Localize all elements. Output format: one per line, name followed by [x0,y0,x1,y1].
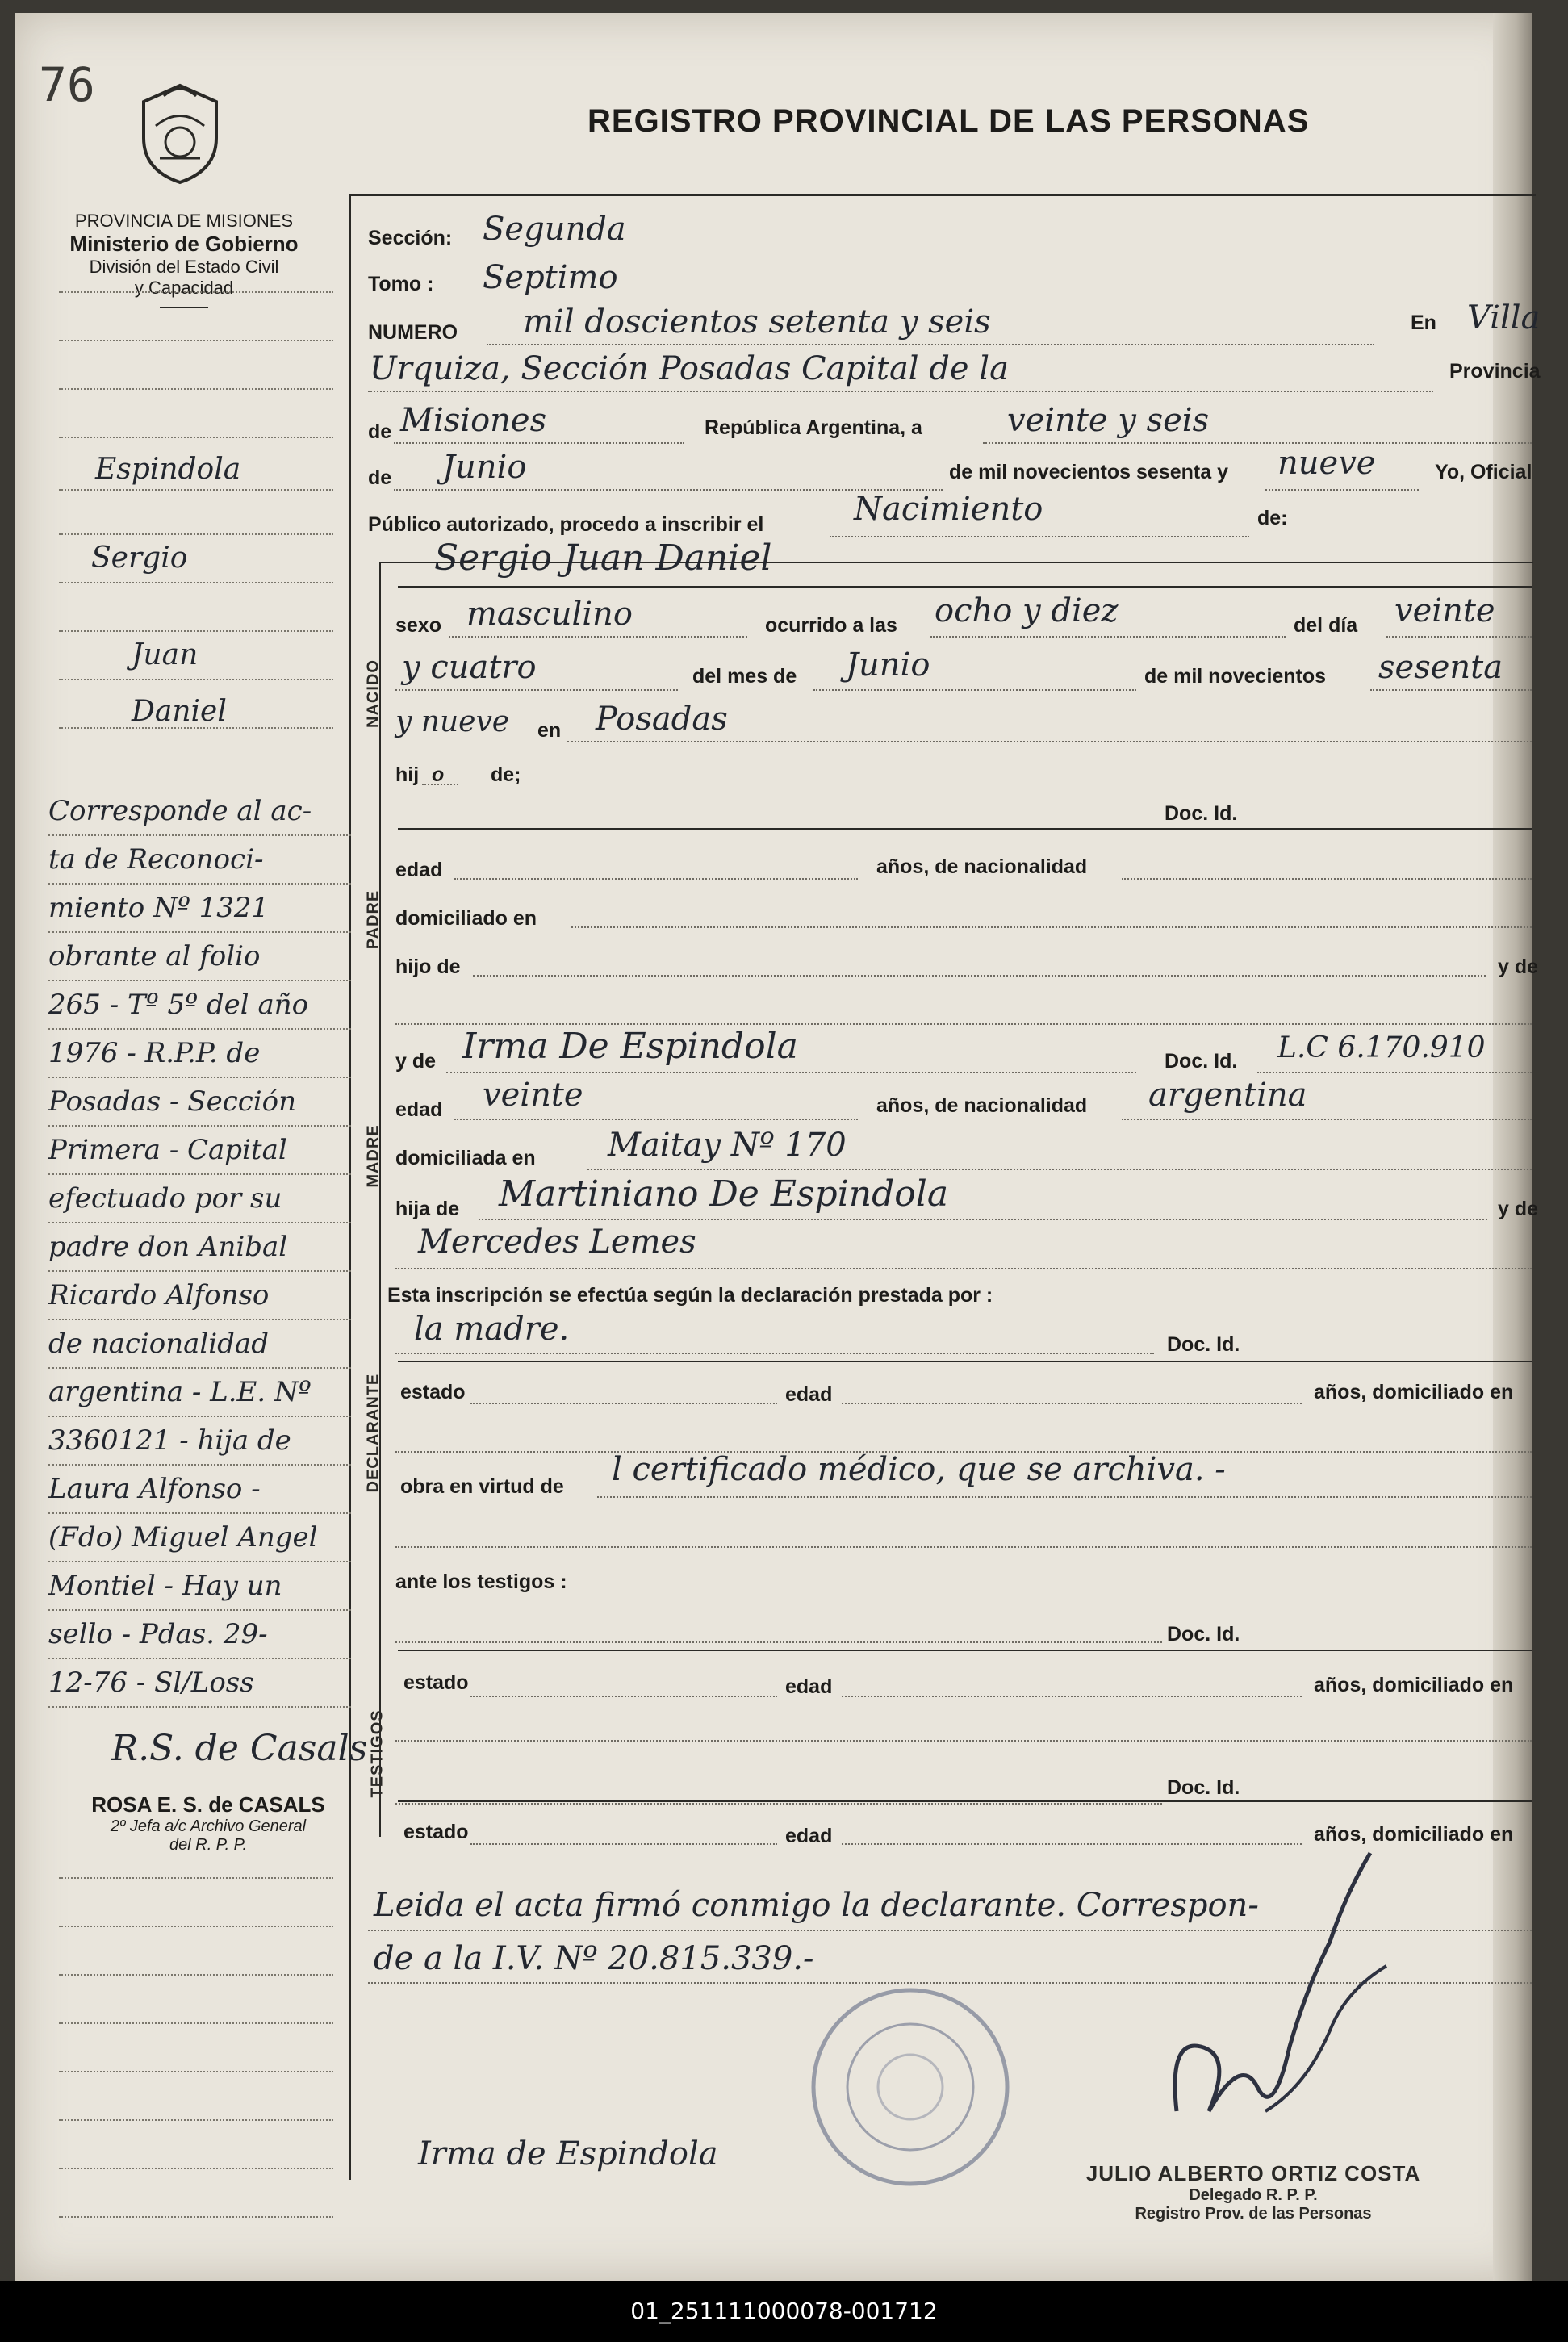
provincia-value: Misiones [400,402,547,439]
madre-y-de-label: y de [395,1050,437,1073]
section-rule [379,562,381,1837]
margin-annotation-line: efectuado por su [48,1175,351,1223]
testigo-2-domicilio-label: años, domiciliado en [1314,1823,1514,1846]
margin-annotation-line: (Fdo) Miguel Angel [48,1514,351,1562]
margin-annotation-line: ta de Reconoci- [48,836,351,885]
divider [160,307,208,308]
fecha-anio-value: nueve [1277,445,1376,482]
closing-line-1: Leida el acta firmó conmigo la declarante. Correspon- [374,1887,1259,1924]
margin-annotation-line: miento Nº 1321 [48,885,351,933]
en-value: Villa [1467,299,1541,337]
de-label-2: de [368,466,392,489]
madre-padre-nombre: Martiniano De Espindola [499,1173,949,1215]
mil-novecientos-label: de mil novecientos [1144,665,1327,688]
testigo-2-edad-label: edad [785,1825,833,1847]
margin-annotation-line: de nacionalidad [48,1320,351,1369]
tomo-label: Tomo : [368,273,434,295]
margin-name-1: Sergio [91,542,188,575]
margin-annotation-line: Ricardo Alfonso [48,1272,351,1320]
stamp-title-2: del R. P. P. [169,1836,247,1854]
madre-domicilio-value: Maitay Nº 170 [608,1127,847,1164]
margin-annotation-line: 12-76 - Sl/Loss [48,1659,351,1708]
anio-value: sesenta [1378,649,1503,686]
testigo-2-estado-label: estado [403,1821,469,1843]
book-binding [1493,13,1532,2281]
testigo-2-doc-label: Doc. Id. [1167,1776,1240,1799]
declarante-edad-label: edad [785,1383,833,1406]
testigo-1-doc-label: Doc. Id. [1167,1623,1240,1646]
document-page [15,13,1541,2281]
padre-section-label: PADRE [364,889,383,950]
page-number: 76 [39,57,95,112]
official-signature-icon [1144,1845,1403,2152]
top-rule [349,194,1536,196]
hijo-de-label: de; [491,763,521,786]
hijo-label: hij [395,763,420,786]
anio-value-2: y nueve [395,705,510,738]
margin-name-2: Juan [132,638,199,671]
ocurrido-label: ocurrido a las [765,614,897,637]
madre-hija-label: hija de [395,1198,460,1220]
declarante-intro: Esta inscripción se efectúa según la declaración prestada por : [387,1284,993,1307]
madre-madre-nombre: Mercedes Lemes [418,1223,696,1261]
declarante-value: la madre. [414,1311,570,1348]
de-label: de [368,420,392,443]
margin-annotation-line: Posadas - Sección [48,1078,351,1127]
coat-of-arms-icon [136,82,224,186]
del-dia-label: del día [1294,614,1358,637]
closing-line-2: de a la I.V. Nº 20.815.339.- [374,1940,814,1977]
madre-nacionalidad-value: argentina [1148,1077,1307,1114]
margin-annotation [48,788,351,1708]
margin-annotation-line: 265 - Tº 5º del año [48,981,351,1030]
testigo-1-edad-label: edad [785,1675,833,1698]
stamp-title: 2º Jefa a/c Archivo General [110,1817,307,1835]
madre-edad-label: edad [395,1098,443,1121]
del-mes-label: del mes de [692,665,797,688]
province-label: PROVINCIA DE MISIONES [74,211,294,231]
numero-value: mil doscientos setenta y seis [523,303,991,341]
nacido-section-label: NACIDO [364,659,383,728]
stamp-name: ROSA E. S. de CASALS [91,1792,325,1817]
republica-label: República Argentina, a [705,416,922,439]
declarante-domicilio-label: años, domiciliado en [1314,1381,1514,1403]
seccion-label: Sección: [368,227,453,249]
ministry-label: Ministerio de Gobierno [69,232,299,256]
fecha-mes-value: Junio [442,449,527,486]
testigos-section-label: TESTIGOS [368,1709,387,1798]
margin-annotation-line: padre don Anibal [48,1223,351,1272]
division-label: División del Estado Civil [89,257,279,277]
official-title: Delegado R. P. P. [1189,2186,1318,2204]
hijo-value: o [432,763,445,786]
dia-value: veinte [1394,592,1495,629]
de-colon-label: de: [1257,507,1288,529]
sexo-value: masculino [466,596,633,633]
provincia-label: Provincia [1449,360,1541,383]
madre-y-de-label-2: y de [1498,1198,1539,1220]
issuer-header [47,211,321,308]
fecha-dia-value: veinte y seis [1007,402,1210,439]
margin-name-3: Daniel [132,695,227,728]
padre-hijo-label: hijo de [395,956,461,978]
en-label-2: en [537,719,562,742]
madre-section-label: MADRE [364,1124,383,1188]
archive-stamp [71,1792,345,1855]
mil-label: de mil novecientos sesenta y [949,461,1228,483]
declarante-estado-label: estado [400,1381,466,1403]
official-title-2: Registro Prov. de las Personas [1135,2205,1372,2223]
margin-annotation-line: 3360121 - hija de [48,1417,351,1466]
margin-annotation-line: Primera - Capital [48,1127,351,1175]
page-title: REGISTRO PROVINCIAL DE LAS PERSONAS [587,103,1310,139]
obra-value: l certificado médico, que se archiva. - [612,1451,1226,1488]
hora-value: ocho y diez [935,592,1119,629]
official-seal-icon [805,1982,1015,2192]
seccion-value: Segunda [483,211,626,248]
padre-doc-label: Doc. Id. [1165,802,1238,825]
madre-doc-value: L.C 6.170.910 [1277,1031,1486,1064]
inscripto-nombre: Sergio Juan Daniel [434,537,772,579]
declarante-signature: Irma de Espindola [418,2135,718,2173]
padre-edad-label: edad [395,859,443,881]
margin-surname: Espindola [95,453,241,486]
margin-annotation-line: sello - Pdas. 29- [48,1611,351,1659]
en-label: En [1411,312,1436,334]
testigo-1-domicilio-label: años, domiciliado en [1314,1674,1514,1696]
publico-label: Público autorizado, procedo a inscribir el [368,513,764,536]
padre-domicilio-label: domiciliado en [395,907,537,930]
tomo-value: Septimo [483,259,618,296]
declarante-doc-label: Doc. Id. [1167,1333,1240,1356]
margin-annotation-line: Corresponde al ac- [48,788,351,836]
place-value: Urquiza, Sección Posadas Capital de la [370,350,1009,387]
margin-annotation-line: obrante al folio [48,933,351,981]
madre-domicilio-label: domiciliada en [395,1147,536,1169]
division-label-2: y Capacidad [134,278,234,298]
padre-nacionalidad-label: años, de nacionalidad [876,855,1088,878]
margin-annotation-line: 1976 - R.P.P. de [48,1030,351,1078]
declarante-section-label: DECLARANTE [364,1373,383,1493]
testigos-intro: ante los testigos : [395,1570,567,1593]
obra-label: obra en virtud de [400,1475,564,1498]
lugar-value: Posadas [596,701,728,738]
official-name: JULIO ALBERTO ORTIZ COSTA [1085,2161,1421,2185]
padre-y-de-label: y de [1498,956,1539,978]
margin-signature: R.S. de Casals [111,1728,368,1769]
image-id-footer: 01_251111000078-001712 [0,2281,1568,2342]
sexo-label: sexo [395,614,441,637]
madre-nombre: Irma De Espindola [462,1026,798,1067]
mes-value: Junio [846,646,930,684]
testigo-1-estado-label: estado [403,1671,469,1694]
numero-label: NUMERO [368,321,458,344]
official-stamp [1043,2161,1463,2223]
dia-value-2: y cuatro [402,649,537,686]
oficial-label: Yo, Oficial [1435,461,1532,483]
acto-value: Nacimiento [854,491,1043,528]
madre-edad-value: veinte [483,1077,583,1114]
madre-nacionalidad-label: años, de nacionalidad [876,1094,1088,1117]
madre-doc-label: Doc. Id. [1165,1050,1238,1073]
margin-annotation-line: Laura Alfonso - [48,1466,351,1514]
margin-annotation-line: Montiel - Hay un [48,1562,351,1611]
margin-annotation-line: argentina - L.E. Nº [48,1369,351,1417]
